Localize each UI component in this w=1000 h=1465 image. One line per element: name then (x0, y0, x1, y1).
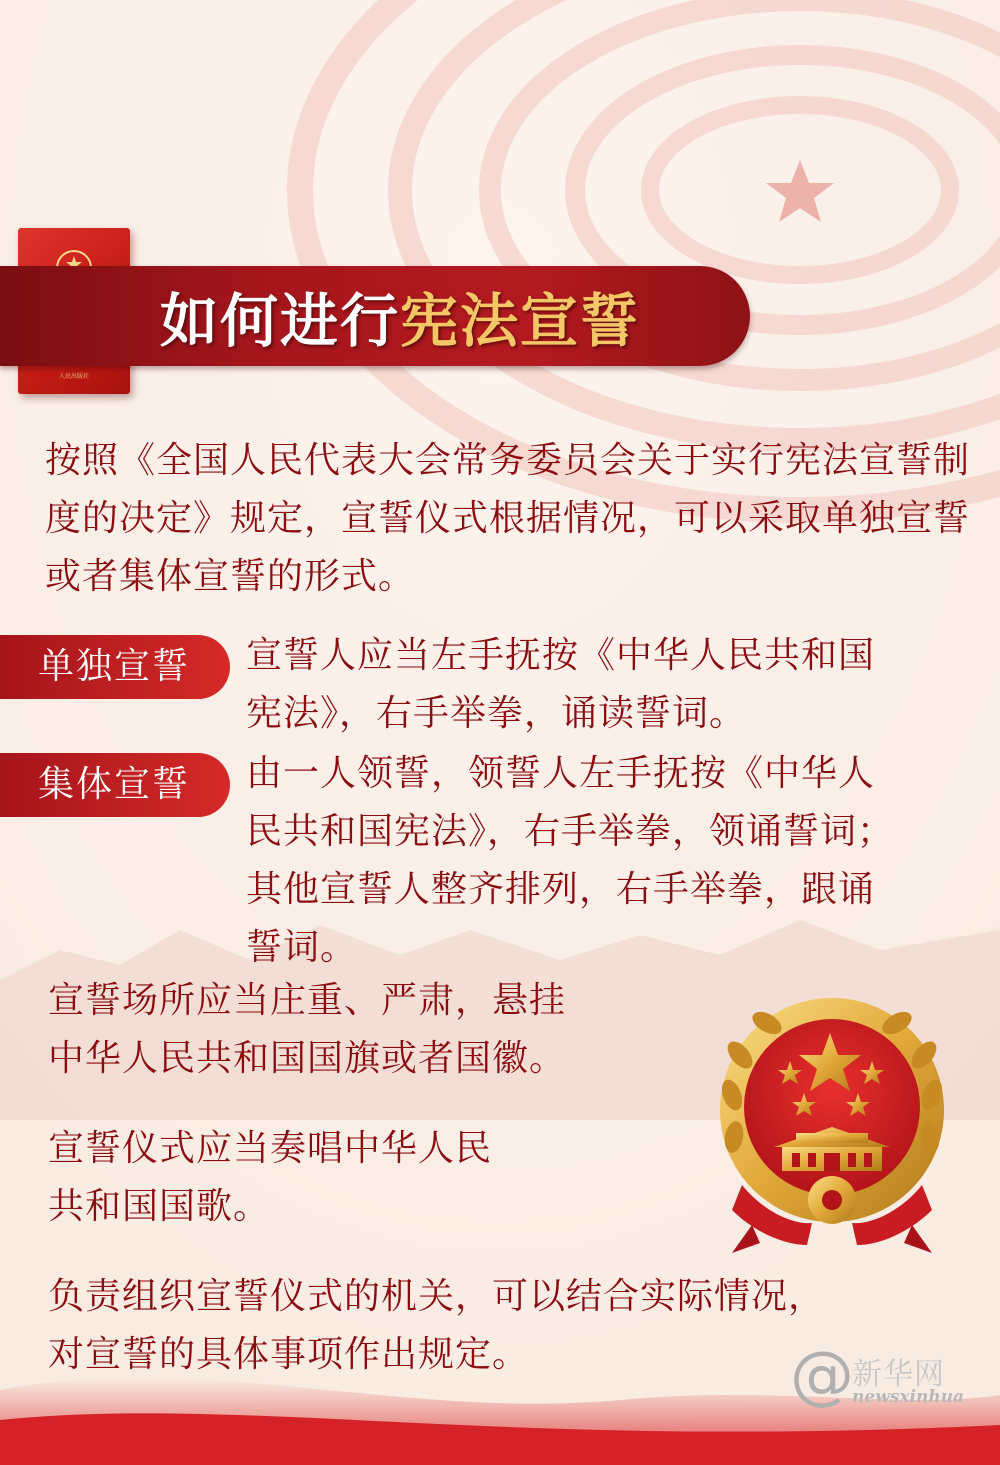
tag-collective-oath: 集体宣誓 (0, 753, 230, 817)
desc-line: 誓词。 (246, 927, 358, 968)
rule-line: 中华人民共和国国旗或者国徽。 (48, 1038, 567, 1079)
rule-organizer (48, 1268, 825, 1384)
intro-paragraph: 按照《全国人民代表大会常务委员会关于实行宪法宣誓制度的决定》规定，宣誓仪式根据情况，可以采取单独宣誓或者集体宣誓的形式。 (45, 440, 971, 597)
tag-individual-oath: 单独宣誓 (0, 635, 230, 699)
page-title-white: 如何进行 (160, 287, 401, 355)
desc-line: 宪法》，右手举拳，诵读誓词。 (246, 693, 747, 734)
national-emblem-icon (712, 995, 952, 1255)
collective-oath-desc (246, 745, 976, 977)
rule-line: 宣誓场所应当庄重、严肃，悬挂 (48, 980, 567, 1021)
rule-anthem (48, 1120, 492, 1236)
book-publisher: 人民出版社 (58, 373, 89, 380)
individual-oath-desc (246, 627, 976, 743)
page-title (160, 276, 640, 356)
rule-line: 宣誓仪式应当奏唱中华人民 (48, 1128, 493, 1169)
watermark-name: 新华网 (852, 1357, 945, 1392)
page-title-gold: 宪法宣誓 (400, 287, 641, 355)
watermark-en: newsxinhua (852, 1387, 965, 1407)
desc-line: 其他宣誓人整齐排列，右手举拳，跟诵 (246, 869, 876, 910)
xinhua-watermark (790, 1339, 990, 1415)
rule-line: 共和国国歌。 (48, 1186, 271, 1227)
desc-line: 宣誓人应当左手抚按《中华人民共和国 (246, 635, 876, 676)
rule-line: 负责组织宣誓仪式的机关，可以结合实际情况， (48, 1276, 826, 1317)
desc-line: 由一人领誓，领誓人左手抚按《中华人 (246, 753, 876, 794)
rule-venue (48, 972, 566, 1088)
watermark-at-symbol: @ (790, 1339, 854, 1413)
rule-line: 对宣誓的具体事项作出规定。 (48, 1334, 530, 1375)
desc-line: 民共和国宪法》，右手举拳，领诵誓词； (246, 811, 895, 852)
